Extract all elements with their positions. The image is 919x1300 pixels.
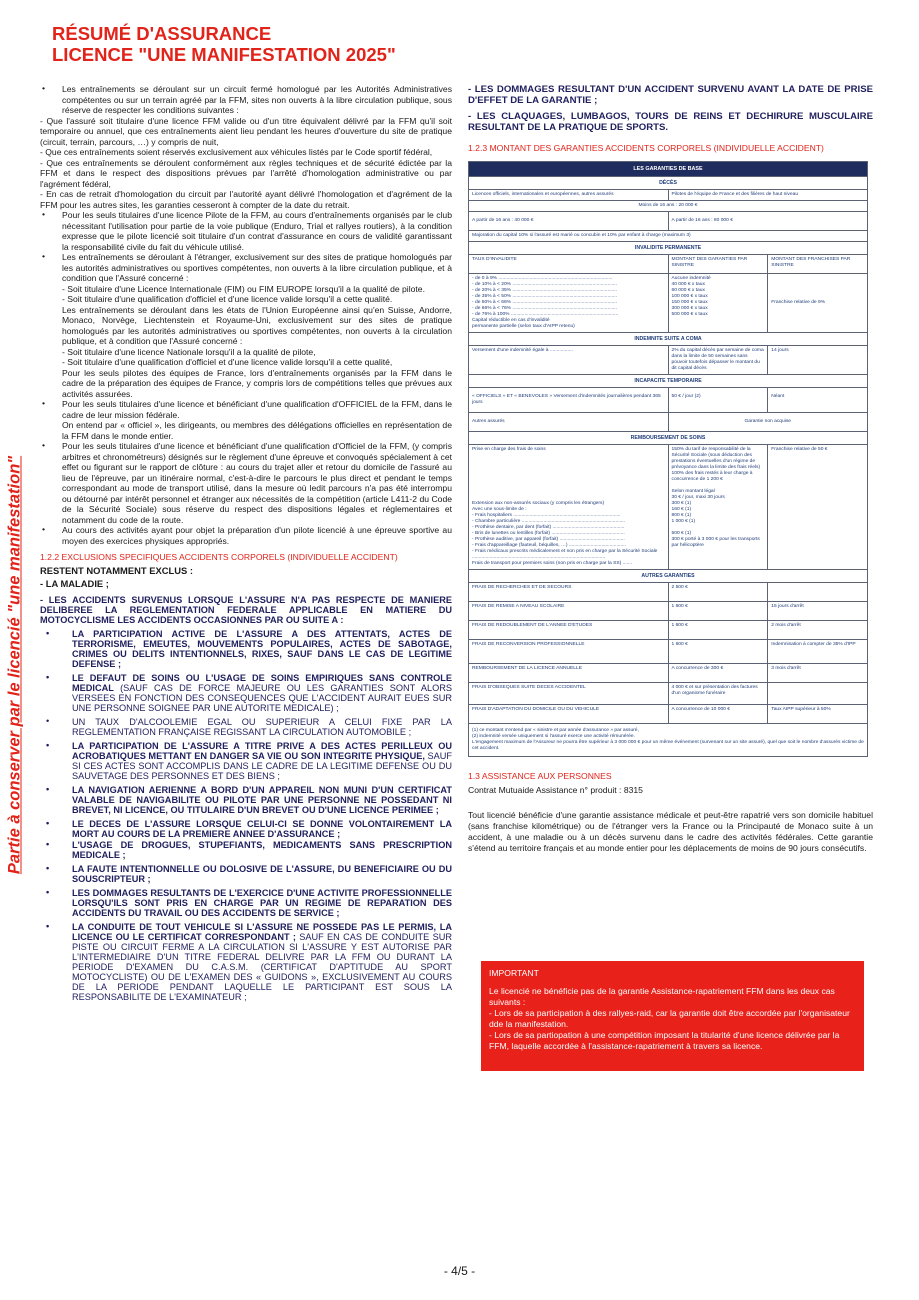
table-cell: A partir de 16 ans : 40 000 €	[469, 212, 669, 231]
important-box	[481, 961, 864, 1071]
maladie-heading: - LA MALADIE ;	[40, 578, 109, 589]
table-cell	[768, 683, 868, 705]
exclusion-item: • L'USAGE DE DROGUES, STUPEFIANTS, MEDICAMENTS SANS PRESCRIPTION MEDICALE ;	[40, 840, 452, 860]
table-cell: Moins de 16 ans : 20 000 €	[469, 201, 868, 212]
table-notes: (1) ce montant s'entend par « sinistre et par année d'assurance » par assuré, (2) indemnité versée uniquement si l'assuré exerce une activité rémunérée. L'engagement maximum de l'Assureur ne pourra être supérieur à 3 000 000 € pour un même événement (survenant sur un site assuré), quel que soit le nombre d'assurés victime de cet accident.	[469, 724, 868, 757]
table-cell: 4 000 € et sur présentation des factures d'un organisme funéraire	[668, 683, 768, 705]
table-cell: MONTANT DES GARANTIES PAR SINISTRE	[668, 255, 768, 274]
table-cell: FRAIS D'OBSEQUES SUITE DECES ACCIDENTEL	[469, 683, 669, 705]
table-cell: Versement d'une indemnité égale à .................	[469, 346, 669, 375]
table-section-coma: INDEMNITE SUITE A COMA	[469, 333, 868, 346]
list-item: • Les entraînements se déroulant à l'étranger, exclusivement sur des sites de pratique homologués par les autorités administratives ou sportives compétentes, non ouverts à la libre circulation publique, et à condition que l'Assuré concerné :	[40, 252, 452, 284]
title-line-2: LICENCE "UNE MANIFESTATION 2025"	[52, 44, 396, 65]
table-cell: FRAIS DE REDOUBLEMENT DE L'ANNEE D'ETUDES	[469, 621, 669, 640]
table-cell: TAUX D'INVALIDITE	[469, 255, 669, 274]
table-header: LES GARANTIES DE BASE	[469, 162, 868, 177]
exclusion-item: • LE DEFAUT DE SOINS OU L'USAGE DE SOINS EMPIRIQUES SANS CONTROLE MEDICAL (SAUF CAS DE FORCE MAJEURE OU LES GARANTIES SONT ALORS VERSEES EN FONCTION DES CONSEQUENCES QUE L'ACCIDENT AURAIT EUES SUR UNE PERSONNE SOIGNEE PAR UNE AUTORITE MEDICALE) ;	[40, 673, 452, 713]
guarantees-table	[468, 161, 868, 757]
page-title	[52, 23, 396, 65]
left-column	[40, 84, 452, 1002]
important-title: IMPORTANT	[489, 968, 539, 978]
table-cell: 3 mois d'arrêt	[768, 664, 868, 683]
table-cell: Franchise relative de 50 €	[768, 445, 868, 570]
table-cell: FRAIS DE REMISE A NIVEAU SCOLAIRE	[469, 602, 669, 621]
table-cell: 50 € / jour (2)	[668, 388, 768, 413]
table-cell: Franchise relative de 9%	[768, 274, 868, 333]
list-item: • Au cours des activités ayant pour objet la préparation d'un pilote licencié à une épreuve sportive au moyen des exercices physiques appropriés.	[40, 525, 452, 546]
paragraph: Pour les seuls pilotes des équipes de France, lors d'entraînements organisés par la FFM dans le cadre de la préparation des équipes de France, y compris lors de compétitions telles que prévues aux activités assurées.	[62, 367, 452, 399]
table-cell	[768, 583, 868, 602]
table-section-deces: DÉCÈS	[469, 177, 868, 190]
exclusion-item: • LES DOMMAGES RESULTANTS DE L'EXERCICE D'UNE ACTIVITE PROFESSIONNELLE LORSQU'ILS SONT PRIS EN CHARGE PAR UN REGIME DE REPARATION DES ACCIDENTS DU TRAVAIL OU DES ACCIDENTS DE SERVICE ;	[40, 888, 452, 918]
section-heading-1-2-2: 1.2.2 EXCLUSIONS SPECIFIQUES ACCIDENTS CORPORELS (INDIVIDUELLE ACCIDENT)	[40, 552, 398, 562]
important-line: - Lors de sa partiopation à une compétition imposant la titularité d'une licence délivrée par la FFM, laquelle accordée à l'assistance-rapatriement à travers sa licence.	[489, 1030, 840, 1051]
table-cell: - de 0 à 9% .................................................................................... - de 10% à < 20% ............................................................................. - de 20% à < 35% ............................................................................. - de 35% à < 50% ............................................................................. - de 50% à < 66% ............................................................................. - de 66% à < 76% ............................................................................. - de 76% à 100% ............................................................................... Capital réductible en cas d'invalidité permanente partielle (selon taux d'AIPP retenu)	[469, 274, 669, 333]
table-cell: Indemnisation à compter de 35% d'IPP	[768, 640, 868, 664]
table-cell: 2 500 €	[668, 583, 768, 602]
table-cell: 2 mois d'arrêt	[768, 621, 868, 640]
right-column	[468, 84, 873, 854]
paragraph: - Que l'assuré soit titulaire d'une licence FFM valide ou d'un titre équivalent délivré par la FFM qu'il soit temporaire ou annuel, que ces entraînements aient lieu pendant les heures d'ouverture du site de pratique (circuit, terrain, parcours, …) y compris de nuit,	[40, 115, 452, 147]
exclusion-item: • LA FAUTE INTENTIONNELLE OU DOLOSIVE DE L'ASSURE, DU BENEFICIAIRE OU DU SOUSCRIPTEUR ;	[40, 864, 452, 884]
table-cell: A concurrence de 10 000 €	[668, 705, 768, 724]
paragraph: - Que ces entraînements se déroulent conformément aux règles techniques et de sécurité édictée par la FFM et dans le respect des dispositions prévues par l'arrêté d'homologation administrative ou par l'agrément fédéral,	[40, 157, 452, 189]
table-cell: 150% du tarif de responsabilité de la Sécurité Sociale (sous déduction des prestations éventuelles d'un régime de prévoyance dans la limite des frais réels) 100% des frais restés à leur charge à concurrence de 1 200 € Selon montant légal 30 € / jour, maxi 30 jours 300 € (1) 160 € (1) 800 € (1) 1 000 € (1) 500 € (1) 300 € porté à 3 000 € pour les transports par hélicoptère	[668, 445, 768, 570]
list-item: • Pour les seuls titulaires d'une licence et bénéficiant d'une qualification d'Officiel de la FFM, (y compris arbitres et chronométreurs) désignés sur le règlement d'une épreuve et convoqués spécialement à cet effet ou figurant sur le rapport de clôture : au cours du trajet aller et retour du domicile de l'assuré au lieu de l'épreuve, par un itinéraire normal, c'est-à-dire le parcours le plus direct et pendant le temps correspondant au mode de transport utilisé, dans la mesure où ledit parcours n'a pas été interrompu ou détourné par intérêt personnel et étranger aux nécessités de la compétition (article L411-2 du Code de la Sécurité Sociale) sous réserve du respect des dispositions légales et réglementaires et notamment du code de la route.	[40, 441, 452, 525]
list-item: • Les entraînements se déroulant sur un circuit fermé homologué par les Autorités Administratives compétentes ou sur un terrain agréé par la FFM, sites non ouverts à la libre circulation publique, sous réserve de respecter les conditions suivantes :	[40, 84, 452, 116]
table-cell: A concurrence de 300 €	[668, 664, 768, 683]
exclusion-item: • LA PARTICIPATION DE L'ASSURE A TITRE PRIVE A DES ACTES PERILLEUX OU ACROBATIQUES METTANT EN DANGER SA VIE OU SON INTEGRITE PHYSIQUE, SAUF SI CES ACTES SONT ACCOMPLIS DANS LE CADRE DE LA LEGITIME DEFENSE OU DU SAUVETAGE DES PERSONNES ET DES BIENS ;	[40, 741, 452, 781]
table-cell: REMBOURSEMENT DE LA LICENCE ANNUELLE	[469, 664, 669, 683]
table-cell: 14 jours	[768, 346, 868, 375]
paragraph: On entend par « officiel », les dirigeants, ou membres des délégations officielles en représentation de la FFM dans le monde entier.	[62, 420, 452, 441]
important-line: - Lors de sa participation à des rallyes-raid, car la garantie doit être accordée par l'organisateur dde la manifestation.	[489, 1008, 850, 1029]
exclusion-item: • UN TAUX D'ALCOOLEMIE EGAL OU SUPERIEUR A CELUI FIXE PAR LA REGLEMENTATION FRANÇAISE REGISSANT LA CIRCULATION AUTOMOBILE ;	[40, 717, 452, 737]
table-cell: Néant	[768, 388, 868, 413]
paragraph: - En cas de retrait d'homologation du circuit par l'autorité ayant délivré l'homologation et d'agrément de la FFM pour les autres sites, les garanties cesseront à compter de la date du retrait.	[40, 189, 452, 210]
table-cell: 1 600 €	[668, 621, 768, 640]
list-item: • Pour les seuls titulaires d'une licence et bénéficiant d'une qualification d'OFFICIEL de la FFM, dans le cadre de leur mission fédérale.	[40, 399, 452, 420]
paragraph: - Soit titulaire d'une qualification d'officiel et d'une licence valide lorsqu'il a cette qualité,	[62, 357, 393, 367]
side-note: Partie à conserver par le licencié "une manifestation"	[5, 455, 24, 875]
table-cell: FRAIS D'ADAPTATION DU DOMICILE OU DU VEHICULE	[469, 705, 669, 724]
table-cell: FRAIS DE RECHERCHES ET DE SECOURS	[469, 583, 669, 602]
table-cell: 1 600 €	[668, 602, 768, 621]
paragraph: - Que ces entraînements soient réservés exclusivement aux véhicules listés par le Code sportif fédéral,	[40, 147, 433, 157]
table-section-soins: REMBOURSEMENT DE SOINS	[469, 432, 868, 445]
table-cell: MONTANT DES FRANCHISES PAR SINISTRE	[768, 255, 868, 274]
table-section-autres: AUTRES GARANTIES	[469, 570, 868, 583]
exclusion-item: • LA NAVIGATION AERIENNE A BORD D'UN APPAREIL NON MUNI D'UN CERTIFICAT VALABLE DE NAVIGABILITE OU PILOTE PAR UNE PERSONNE NE POSSEDANT NI BREVET, NI LICENCE, OU TITULAIRE D'UN BREVET OU D'UNE LICENCE PERIMEE ;	[40, 785, 452, 815]
table-cell: Majoration du capital 10% si l'assuré est marié ou concubin et 10% par enfant à charge (maximum 3)	[469, 231, 868, 242]
contract-number: Contrat Mutuaide Assistance n° produit : 8315	[468, 785, 643, 795]
exclusion-item: • LE DECES DE L'ASSURE LORSQUE CELUI-CI SE DONNE VOLONTAIREMENT LA MORT AU COURS DE LA PREMIERE ANNEE D'ASSURANCE ;	[40, 819, 452, 839]
paragraph: - Soit titulaire d'une Licence Internationale (FIM) ou FIM EUROPE lorsqu'il a la qualité de pilote.	[62, 283, 425, 294]
table-cell: 1 600 €	[668, 640, 768, 664]
table-cell: Garantie non acquise	[668, 413, 868, 432]
table-cell: Aucune indemnité 40 000 € x taux 60 000 € x taux 100 000 € x taux 150 000 € x taux 300 000 € x taux 500 000 € x taux	[668, 274, 768, 333]
section-heading-1-3: 1.3 ASSISTANCE AUX PERSONNES	[468, 771, 612, 781]
paragraph: - Soit titulaire d'une licence Nationale lorsqu'il a la qualité de pilote,	[62, 346, 316, 357]
table-cell: 15 jours d'arrêt	[768, 602, 868, 621]
list-item: • Pour les seuls titulaires d'une licence Pilote de la FFM, au cours d'entraînements organisés par le club nécessitant l'utilisation pour partie de la voie publique (Enduro, Trial et rallyes routiers), à la condition expresse que le pilote licencié soit titulaire d'un contrat d'assurance en cours de validité garantissant la responsabilité civile du fait du véhicule utilisé.	[40, 210, 452, 252]
exclusion-top-1: - LES DOMMAGES RESULTANT D'UN ACCIDENT SURVENU AVANT LA DATE DE PRISE D'EFFET DE LA GARANTIE ;	[468, 84, 873, 106]
table-cell: 2% du capital décès par semaine de coma dans la limite de 50 semaines sans pouvoir toutefois dépasser le montant du dit capital décès	[668, 346, 768, 375]
table-section-invalidite: INVALIDITE PERMANENTE	[469, 242, 868, 255]
accidents-heading: - LES ACCIDENTS SURVENUS LORSQUE L'ASSURE N'A PAS RESPECTE DE MANIERE DELIBEREE LA REGLEMENTATION FEDERALE APPLICABLE EN MATIERE DU MOTOCYCLISME LES ACCIDENTS OCCASIONNES PAR OU SUITE A :	[40, 594, 452, 625]
table-cell: Taux AIPP supérieur à 50%	[768, 705, 868, 724]
exclusion-item: • LA CONDUITE DE TOUT VEHICULE SI L'ASSURE NE POSSEDE PAS LE PERMIS, LA LICENCE OU LE CERTIFICAT CORRESPONDANT ; SAUF EN CAS DE CONDUITE SUR PISTE OU CIRCUIT FERME A LA CIRCULATION SI L'ASSURE Y EST AUTORISE PAR L'INTERMEDIAIRE D'UN TITRE FEDERAL DELIVRE PAR LA FFM OU DURANT LA PERIODE D'EXAMEN DU C.A.S.M. (CERTIFICAT D'APTITUDE AU SPORT MOTOCYCLISTE) OU DE L'EXAMEN DES « GUIDONS », EXCLUSIVEMENT AU COURS DE LA PERIODE PENDANT LAQUELLE LE PARTICIPANT EST SOUS LA RESPONSABILITE DE L'EXAMINATEUR ;	[40, 922, 452, 1002]
page-number: - 4/5 -	[443, 1264, 476, 1278]
table-cell: A partir de 16 ans : 80 000 €	[668, 212, 868, 231]
exclusion-top-2: - LES CLAQUAGES, LUMBAGOS, TOURS DE REINS ET DECHIRURE MUSCULAIRE RESULTANT DE LA PRATIQUE DE SPORTS.	[468, 111, 873, 133]
paragraph: - Soit titulaire d'une qualification d'officiel et d'une licence valide lorsqu'il a cette qualité.	[62, 294, 393, 304]
paragraph: Les entraînements se déroulant dans les états de l'Union Européenne ainsi qu'en Suisse, Andorre, Monaco, Norvège, Liechtenstein et Royaume-Uni, exclusivement sur des sites de pratique homologués par les autorités administratives ou sportives compétentes, non ouverts à la circulation publique, et à condition que l'Assuré concerné :	[62, 304, 452, 346]
exclusion-item: • LA PARTICIPATION ACTIVE DE L'ASSURE A DES ATTENTATS, ACTES DE TERRORISME, EMEUTES, MOUVEMENTS POPULAIRES, ACTES DE SABOTAGE, CRIMES OU DELITS INTENTIONNELS, RIXES, SAUF DANS LE CAS DE LEGITIME DEFENSE ;	[40, 629, 452, 669]
table-cell: Pilotes de l'équipe de France et des filières de haut niveau	[668, 190, 868, 201]
table-section-incapacite: INCAPACITE TEMPORAIRE	[469, 375, 868, 388]
section-heading-1-2-3: 1.2.3 MONTANT DES GARANTIES ACCIDENTS CORPORELS (INDIVIDUELLE ACCIDENT)	[468, 143, 824, 153]
table-cell: « OFFICIELS » ET « BENEVOLES » Versement d'indemnités journalières pendant 365 jours	[469, 388, 669, 413]
table-cell: Prise en charge des frais de soins Extension aux non-assurés sociaux (y compris les étrangers) Avec une sous-limite de : - Frais hospitaliers ............................................................................... - Chambre particulière ............................................................................ - Prothèse dentaire, par dent (forfait) ..................................................... - Bris de lunettes ou lentilles (forfait) ...................................................... - Prothèse auditive, par appareil (forfait) ................................................ - Frais d'appareillage (fauteuil, béquilles, …) .......................................... - Frais médicaux prescrits médicalement et non pris en charge par la Sécurité Sociale .................................................................................................. Frais de transport pour premiers soins (non pris en charge par la SS) .......	[469, 445, 669, 570]
assistance-paragraph: Tout licencié bénéficie d'une garantie assistance médicale et peut-être rapatrié vers son domicile habituel (sans franchise kilométrique) ou de l'étranger vers la France ou la Principauté de Monaco suite à un accident, à une maladie ou à un décès survenu dans le cadre des activités fédérales. Cette garantie s'étend au territoire français et au monde entier pour les déplacements de moins de 90 jours consécutifs.	[468, 810, 873, 853]
restent-heading: RESTENT NOTAMMENT EXCLUS :	[40, 564, 193, 576]
table-cell: Licences officiels, internationales et européennes, autres assurés	[469, 190, 669, 201]
table-cell: FRAIS DE RECONVERSION PROFESSIONNELLE	[469, 640, 669, 664]
important-line: Le licencié ne bénéficie pas de la garantie Assistance-rapatriement FFM dans les deux cas suivants :	[489, 986, 835, 1007]
title-line-1: RÉSUMÉ D'ASSURANCE	[52, 23, 272, 44]
table-cell: Autres assurés	[469, 413, 669, 432]
